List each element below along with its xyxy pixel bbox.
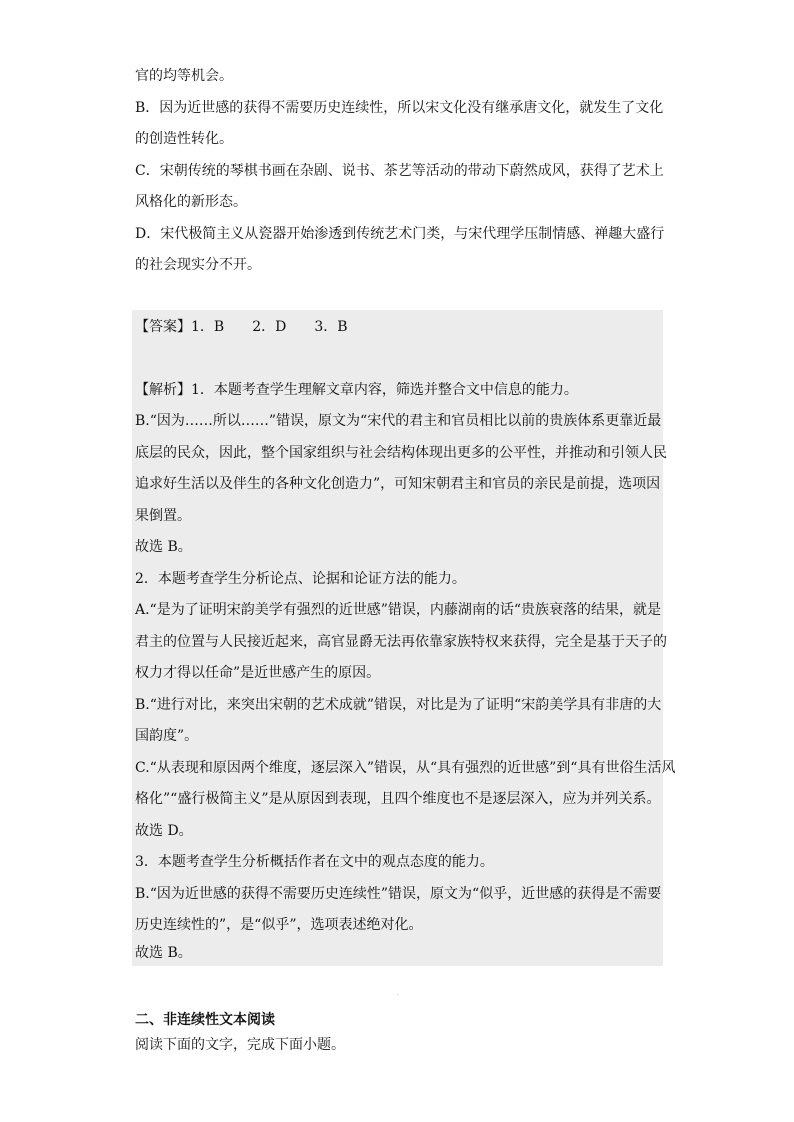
answer-line: 【答案】1．B 2．D 3．B [135, 319, 348, 335]
analysis-line: 底层的民众，因此，整个国家组织与社会结构体现出更多的公平性，并推动和引领人民 [135, 445, 667, 461]
analysis-line: C.“从表现和原因两个维度，逐层深入”错误，从“具有强烈的近世感”到“具有世俗生活风 [135, 760, 676, 776]
option-b-line-1: B．因为近世感的获得不需要历史连续性，所以宋文化没有继承唐文化，就发生了文化 [135, 100, 664, 116]
analysis-line: B.“进行对比，来突出宋朝的艺术成就”错误，对比是为了证明“宋韵美学具有非唐的大 [135, 697, 662, 713]
option-c-line-2: 风格化的新形态。 [135, 194, 247, 210]
option-b-line-2: 的创造性转化。 [135, 131, 233, 147]
option-d-line-1: D．宋代极简主义从瓷器开始渗透到传统艺术门类，与宋代理学压制情感、禅趣大盛行 [135, 226, 665, 242]
analysis-line: 果倒置。 [135, 508, 191, 524]
analysis-line: 故选 B。 [135, 539, 192, 555]
analysis-line: B.“因为……所以……”错误，原文为“宋代的君主和官员相比以前的贵族体系更靠近最 [135, 413, 662, 429]
analysis-line: B.“因为近世感的获得不需要历史连续性”错误，原文为“似乎，近世感的获得是不需要 [135, 886, 662, 902]
analysis-line: 故选 D。 [135, 823, 193, 839]
analysis-line: 国韵度”。 [135, 728, 199, 744]
analysis-line: 2．本题考查学生分析论点、论据和论证方法的能力。 [135, 571, 466, 587]
option-d-line-2: 的社会现实分不开。 [135, 257, 261, 273]
analysis-line: A.“是为了证明宋韵美学有强烈的近世感”错误，内藤湖南的话“贵族衰落的结果，就是 [135, 602, 662, 618]
analysis-line: 君主的位置与人民接近起来，高官显爵无法再依靠家族特权来获得，完全是基于天子的 [135, 634, 667, 650]
section-title: 二、非连续性文本阅读 [135, 1012, 275, 1028]
question-tail-line: 官的均等机会。 [135, 68, 233, 84]
analysis-line: 格化”“盛行极简主义”是从原因到表现，且四个维度也不是逐层深入，应为并列关系。 [135, 791, 661, 807]
section-instruction: 阅读下面的文字，完成下面小题。 [135, 1037, 345, 1053]
analysis-line: 追求好生活以及伴生的各种文化创造力”，可知宋朝君主和官员的亲民是前提，选项因 [135, 476, 661, 492]
option-c-line-1: C．宋朝传统的琴棋书画在杂剧、说书、茶艺等活动的带动下蔚然成风，获得了艺术上 [135, 163, 664, 179]
analysis-line: 权力才得以任命”是近世感产生的原因。 [135, 665, 381, 681]
analysis-line: 故选 B。 [135, 945, 192, 961]
analysis-line: 【解析】1．本题考查学生理解文章内容，筛选并整合文中信息的能力。 [135, 382, 578, 398]
page-mark: · [397, 992, 399, 999]
analysis-line: 3．本题考查学生分析概括作者在文中的观点态度的能力。 [135, 854, 494, 870]
analysis-line: 历史连续性的”，是“似乎”，选项表述绝对化。 [135, 917, 423, 933]
